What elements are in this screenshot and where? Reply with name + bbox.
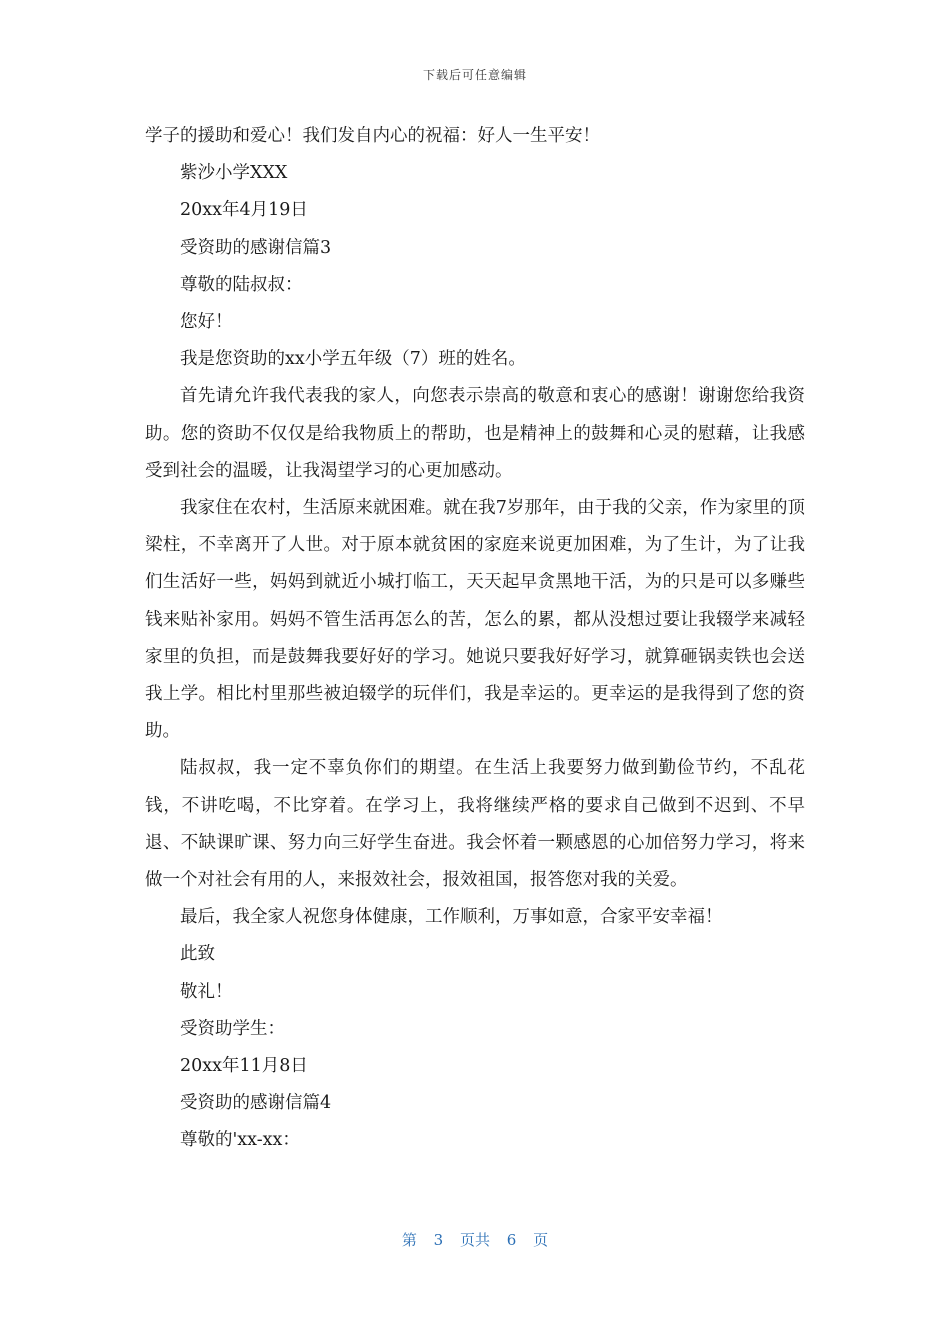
document-body (145, 118, 805, 1160)
page-header: 下载后可任意编辑 (422, 68, 527, 82)
paragraph: 首先请允许我代表我的家人，向您表示崇高的敬意和衷心的感谢！谢谢您给我资助。您的资助不仅仅是给我物质上的帮助，也是精神上的鼓舞和心灵的慰藉，让我感受到社会的温暖，让我渴望学习的心更加感动。 (145, 386, 805, 481)
signature-date: 20xx年4月19日 (180, 200, 308, 221)
paragraph: 陆叔叔，我一定不辜负你们的期望。在生活上我要努力做到勤俭节约，不乱花钱，不讲吃喝，不比穿着。在学习上，我将继续严格的要求自己做到不迟到、不早退、不缺课旷课、努力向三好学生奋进。我会怀着一颗感恩的心加倍努力学习，将来做一个对社会有用的人，来报效社会，报效祖国，报答您对我的关爱。 (145, 758, 805, 891)
paragraph: 最后，我全家人祝您身体健康，工作顺利，万事如意，合家平安幸福！ (180, 907, 723, 928)
paragraph-continuation: 学子的援助和爱心！我们发自内心的祝福：好人一生平安！ (145, 126, 600, 146)
closing-salute: 敬礼！ (180, 981, 233, 1002)
paragraph: 我家住在农村，生活原来就困难。就在我7岁那年，由于我的父亲，作为家里的顶梁柱，不幸离开了人世。对于原本就贫困的家庭来说更加困难，为了生计，为了让我们生活好一些，妈妈到就近小城打临工，天天起早贪黑地干活，为的只是可以多赚些钱来贴补家用。妈妈不管生活再怎么的苦，怎么的累，都从没想过要让我辍学来减轻家里的负担，而是鼓舞我要好好的学习。她说只要我好好学习，就算砸锅卖铁也会送我上学。相比村里那些被迫辍学的玩伴们，我是幸运的。更幸运的是我得到了您的资助。 (145, 498, 805, 742)
closing: 此致 (180, 944, 215, 965)
page-footer: 第 3 页共 6 页 (401, 1231, 549, 1249)
signature-student: 受资助学生： (180, 1018, 285, 1039)
salutation: 尊敬的'xx-xx： (180, 1130, 300, 1151)
greeting: 您好！ (180, 312, 233, 333)
section-title: 受资助的感谢信篇3 (180, 237, 332, 258)
paragraph: 我是您资助的xx小学五年级（7）班的姓名。 (180, 349, 526, 370)
signature-school: 紫沙小学XXX (180, 163, 288, 184)
signature-date: 20xx年11月8日 (180, 1056, 308, 1077)
salutation: 尊敬的陆叔叔： (180, 274, 303, 295)
section-title: 受资助的感谢信篇4 (180, 1093, 332, 1114)
